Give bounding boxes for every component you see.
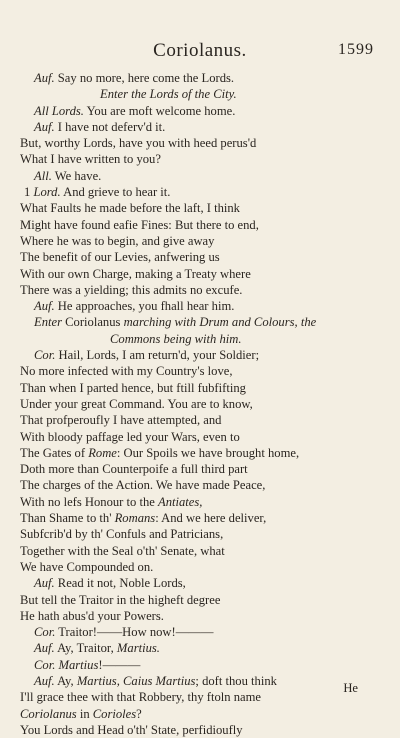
text-line <box>0 429 400 445</box>
text-line-content <box>20 135 256 151</box>
text-line <box>0 494 400 510</box>
text-line <box>0 119 400 135</box>
text-line <box>0 233 400 249</box>
text-line <box>0 673 400 689</box>
roman-text: I'll grace thee with that Robbery, thy ftoln name <box>20 690 262 705</box>
text-line-content <box>20 592 220 608</box>
italic-text: Enter <box>34 315 62 330</box>
text-line-content <box>34 314 316 330</box>
text-line <box>0 445 400 461</box>
text-line <box>0 86 400 102</box>
text-line-content <box>20 543 225 559</box>
roman-text: You are moft welcome home. <box>83 103 236 118</box>
text-line-content <box>34 298 234 314</box>
italic-text: Rome <box>88 445 117 460</box>
text-line-content <box>20 429 240 445</box>
page-number: 1599 <box>338 41 374 58</box>
roman-text: Read it not, Noble Lords, <box>54 576 186 591</box>
text-line <box>0 135 400 151</box>
text-line <box>0 722 400 738</box>
text-line <box>0 168 400 184</box>
roman-text: But, worthy Lords, have you with heed perus'd <box>20 136 257 151</box>
text-line-content <box>20 461 248 477</box>
roman-text: : And we here deliver, <box>155 511 267 526</box>
text-line <box>0 184 400 200</box>
text-line-content <box>20 510 266 526</box>
text-line-content <box>20 363 232 379</box>
roman-text: in <box>76 706 93 721</box>
text-line <box>0 640 400 656</box>
italic-text: Cor. Martius <box>34 657 99 672</box>
roman-text: Ay, <box>54 673 77 688</box>
italic-text: Antiates, <box>158 494 203 509</box>
roman-text: And grieve to hear it. <box>60 185 171 200</box>
roman-text: Under your great Command. You are to know, <box>20 396 253 411</box>
text-line-content <box>34 640 160 656</box>
text-line <box>0 200 400 216</box>
roman-text: You Lords and Head o'th' State, perfidioufly <box>20 722 243 737</box>
text-line-content <box>20 559 153 575</box>
running-title: Coriolanus. <box>153 40 247 61</box>
roman-text: Say no more, here come the Lords. <box>54 71 235 85</box>
roman-text: ; doft thou think <box>195 673 277 688</box>
text-line <box>0 217 400 233</box>
text-line-content <box>20 608 164 624</box>
play-text <box>0 70 400 738</box>
roman-text: With bloody paffage led your Wars, even to <box>20 429 240 444</box>
text-line-content <box>34 657 140 673</box>
text-line <box>0 396 400 412</box>
roman-text: What Faults he made before the laft, I think <box>20 201 240 216</box>
italic-text: Corioles <box>92 706 137 721</box>
text-line <box>0 282 400 298</box>
text-line <box>0 298 400 314</box>
text-line-content <box>20 412 221 428</box>
text-line-content <box>110 331 242 347</box>
roman-text: He approaches, you fhall hear him. <box>54 299 235 314</box>
text-line-content <box>20 477 265 493</box>
italic-text: All Lords. <box>34 103 84 118</box>
italic-text: Lord. <box>33 185 61 200</box>
text-line <box>0 249 400 265</box>
text-line <box>0 592 400 608</box>
italic-text: Romans <box>114 511 156 526</box>
roman-text: Where he was to begin, and give away <box>20 233 215 248</box>
roman-text: We have. <box>51 168 102 183</box>
text-line <box>0 103 400 119</box>
roman-text: Together with the Seal o'th' Senate, what <box>20 543 225 558</box>
text-line-content <box>20 266 251 282</box>
roman-text: But tell the Traitor in the higheft degree <box>20 592 221 607</box>
text-line-content <box>20 494 202 510</box>
roman-text: The Gates of <box>20 445 89 460</box>
roman-text: Hail, Lords, I am return'd, your Soldier; <box>55 348 260 363</box>
italic-text: All. <box>34 168 52 183</box>
roman-text: We have Compounded on. <box>20 559 154 574</box>
text-line-content <box>20 233 214 249</box>
text-line-content <box>20 526 223 542</box>
text-line <box>0 331 400 347</box>
roman-text: Than Shame to th' <box>20 511 115 526</box>
italic-text: marching with Drum and Colours, the <box>123 315 317 330</box>
text-line-content <box>20 151 161 167</box>
roman-text: Coriolanus <box>61 315 124 330</box>
roman-text: Subfcrib'd by th' Confuls and Patricians, <box>20 527 224 542</box>
italic-text: Auf. <box>34 673 55 688</box>
roman-text: The charges of the Action. We have made Peace, <box>20 478 266 493</box>
roman-text: Ay, Traitor, <box>54 641 117 656</box>
roman-text: Than when I parted hence, but ftill fubfifting <box>20 380 246 395</box>
roman-text: Might have found eafie Fines: But there to end, <box>20 217 259 232</box>
italic-text: Enter the Lords of the City. <box>100 87 237 102</box>
text-line <box>0 510 400 526</box>
text-line-content <box>20 722 243 738</box>
text-line <box>0 347 400 363</box>
italic-text: Auf. <box>34 299 55 314</box>
text-line <box>0 380 400 396</box>
text-line <box>0 477 400 493</box>
italic-text: Martius, Caius Martius <box>76 673 196 688</box>
text-line <box>0 526 400 542</box>
text-line-content <box>20 706 142 722</box>
roman-text: 1 <box>24 185 34 200</box>
text-line-content <box>34 624 213 640</box>
text-line <box>0 151 400 167</box>
italic-text: Auf. <box>34 71 55 85</box>
roman-text: There was a yielding; this admits no excufe. <box>20 282 243 297</box>
text-line <box>0 689 400 705</box>
italic-text: Auf. <box>34 119 55 134</box>
text-line-content <box>20 217 259 233</box>
text-line-content <box>34 168 101 184</box>
italic-text: Cor. <box>34 625 56 640</box>
text-line-content <box>34 347 259 363</box>
text-line-content <box>20 380 246 396</box>
text-line <box>0 559 400 575</box>
text-line-content <box>20 396 253 412</box>
roman-text: !——— <box>98 657 141 672</box>
text-line-content <box>34 673 277 689</box>
roman-text: He hath abus'd your Powers. <box>20 608 164 623</box>
roman-text: What I have written to you? <box>20 152 161 167</box>
text-line-content <box>20 282 242 298</box>
roman-text: I have not deferv'd it. <box>54 119 166 134</box>
italic-text: Coriolanus <box>20 706 77 721</box>
text-line <box>0 624 400 640</box>
text-line <box>0 363 400 379</box>
italic-text: Auf. <box>34 641 55 656</box>
italic-text: Martius. <box>116 641 160 656</box>
text-line-content <box>34 103 235 119</box>
text-line-content <box>34 70 234 86</box>
text-line-content <box>34 575 186 591</box>
text-line <box>0 575 400 591</box>
running-head <box>0 40 400 64</box>
text-line <box>0 657 400 673</box>
catchword: He <box>343 681 358 695</box>
italic-text: Auf. <box>34 576 55 591</box>
italic-text: Commons being with him. <box>110 331 242 346</box>
roman-text: Traitor!——How now!——— <box>55 625 214 640</box>
text-line-content <box>20 689 261 705</box>
roman-text: No more infected with my Country's love, <box>20 364 233 379</box>
text-line <box>0 266 400 282</box>
italic-text: Cor. <box>34 348 56 363</box>
text-line <box>0 412 400 428</box>
roman-text: Doth more than Counterpoife a full third part <box>20 462 248 477</box>
roman-text: The benefit of our Levies, anfwering us <box>20 250 220 265</box>
roman-text: With no lefs Honour to the <box>20 494 159 509</box>
text-line <box>0 608 400 624</box>
text-line-content <box>20 249 220 265</box>
roman-text: ? <box>136 706 142 721</box>
text-line <box>0 461 400 477</box>
roman-text: : Our Spoils we have brought home, <box>116 445 300 460</box>
text-line <box>0 706 400 722</box>
text-line-content <box>24 184 170 200</box>
text-line <box>0 314 400 330</box>
text-line-content <box>20 200 240 216</box>
text-line-content <box>34 119 165 135</box>
text-line <box>0 543 400 559</box>
roman-text: With our own Charge, making a Treaty where <box>20 266 251 281</box>
text-line-content <box>100 86 237 102</box>
text-line <box>0 70 400 86</box>
text-line-content <box>20 445 299 461</box>
roman-text: That profperoufly I have attempted, and <box>20 413 222 428</box>
